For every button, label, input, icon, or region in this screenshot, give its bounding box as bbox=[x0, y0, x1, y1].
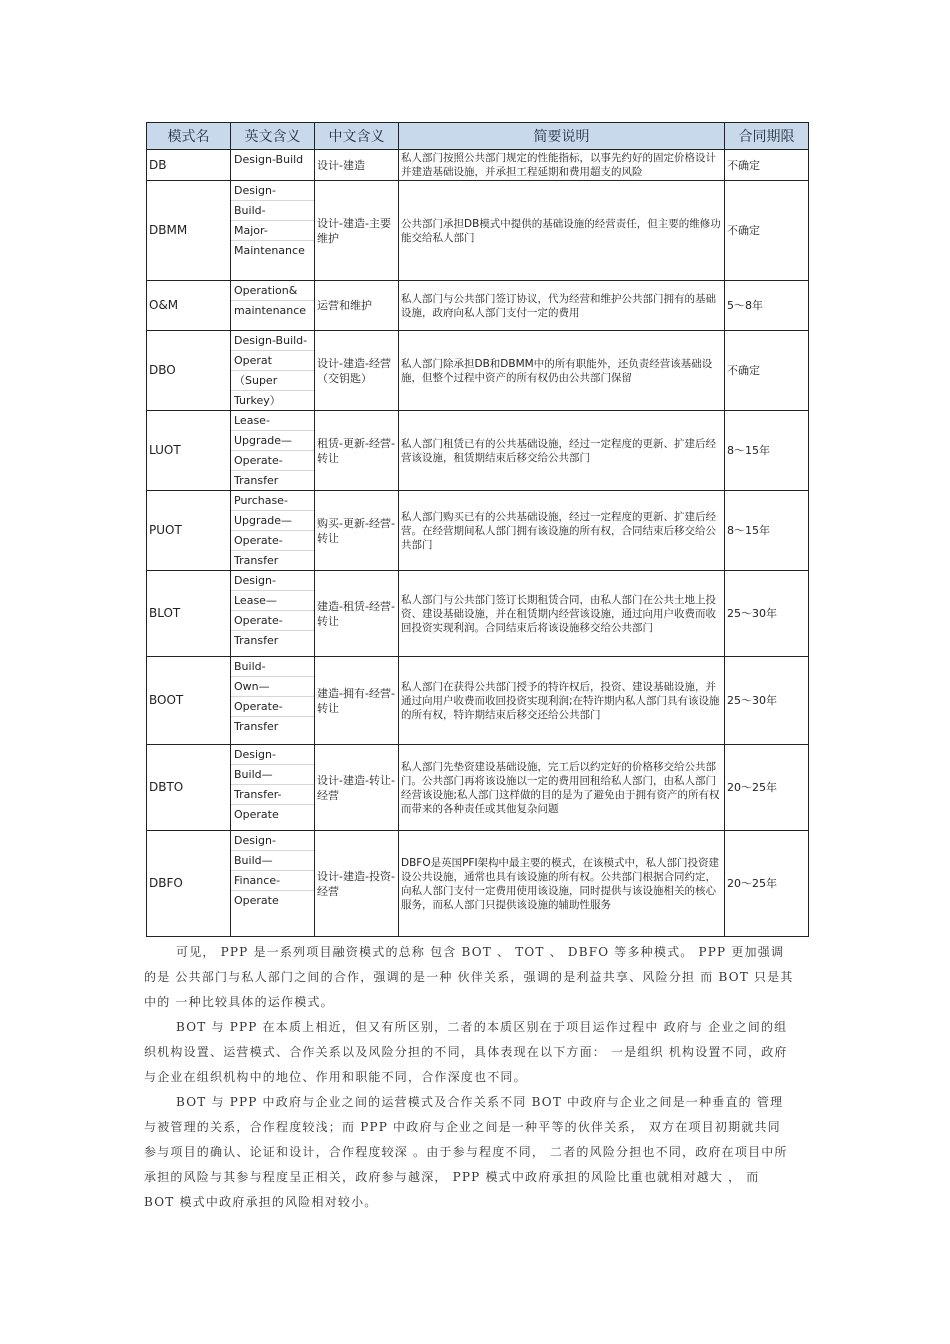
contract-term-cell: 20～25年 bbox=[725, 831, 809, 937]
mode-name-cell: BLOT bbox=[147, 571, 231, 657]
mode-name-cell: DBFO bbox=[147, 831, 231, 937]
english-meaning-line: Transfer bbox=[234, 554, 279, 567]
english-meaning-line: Purchase- bbox=[231, 491, 314, 511]
contract-term-cell: 不确定 bbox=[725, 181, 809, 281]
header-contract-term: 合同期限 bbox=[725, 123, 809, 150]
table-row bbox=[147, 745, 809, 831]
table-row bbox=[147, 331, 809, 411]
chinese-meaning-cell: 设计-建造-投资-经营 bbox=[315, 831, 399, 937]
chinese-meaning-cell: 设计-建造-主要维护 bbox=[315, 181, 399, 281]
contract-term-cell: 不确定 bbox=[725, 331, 809, 411]
chinese-meaning-cell: 运营和维护 bbox=[315, 281, 399, 331]
english-meaning-line: Transfer bbox=[234, 474, 279, 487]
english-meaning-line: Turkey） bbox=[234, 394, 281, 407]
mode-name-cell: DBTO bbox=[147, 745, 231, 831]
table-row bbox=[147, 571, 809, 657]
english-meaning-line: Lease— bbox=[231, 591, 314, 611]
english-meaning-cell bbox=[231, 571, 315, 657]
english-meaning-line: Transfer bbox=[234, 720, 279, 733]
description-cell: 私人部门购买已有的公共基础设施，经过一定程度的更新、扩建后经营。在经营期间私人部门拥有该设施的所有权，合同结束后移交给公共部门 bbox=[399, 491, 725, 571]
english-meaning-line: Build- bbox=[231, 657, 314, 677]
english-meaning-line: Design- bbox=[231, 181, 314, 201]
mode-name-cell: DB bbox=[147, 150, 231, 181]
contract-term-cell: 20～25年 bbox=[725, 745, 809, 831]
mode-name-cell: DBMM bbox=[147, 181, 231, 281]
english-meaning-line: Transfer- bbox=[231, 785, 314, 805]
contract-term-cell: 8～15年 bbox=[725, 411, 809, 491]
english-meaning-line: Operate bbox=[234, 894, 279, 907]
english-meaning-cell bbox=[231, 181, 315, 281]
mode-name-cell: O&M bbox=[147, 281, 231, 331]
english-meaning-line: Maintenance bbox=[234, 244, 305, 257]
english-meaning-line: maintenance bbox=[234, 304, 307, 317]
mode-name-cell: PUOT bbox=[147, 491, 231, 571]
english-meaning-cell bbox=[231, 491, 315, 571]
description-cell: 私人部门在获得公共部门授予的特许权后，投资、建设基础设施，并通过向用户收费而收回投资实现利润;在特许期内私人部门具有该设施的所有权，特许期结束后移交还给公共部门 bbox=[399, 657, 725, 745]
english-meaning-line: Upgrade— bbox=[231, 431, 314, 451]
english-meaning-cell bbox=[231, 745, 315, 831]
english-meaning-cell bbox=[231, 657, 315, 745]
description-cell: DBFO是英国PFI架构中最主要的模式，在该模式中，私人部门投资建设公共设施，通常也具有该设施的所有权。公共部门根据合同约定，向私人部门支付一定费用使用该设施，同时提供与该设施相关的核心服务，而私人部门只提供该设施的辅助性服务 bbox=[399, 831, 725, 937]
chinese-meaning-cell: 购买-更新-经营-转让 bbox=[315, 491, 399, 571]
body-text bbox=[144, 940, 794, 1215]
table-row bbox=[147, 657, 809, 745]
english-meaning-line: Operate- bbox=[231, 451, 314, 471]
english-meaning-line: Design- bbox=[231, 571, 314, 591]
description-cell: 私人部门除承担DB和DBMM中的所有职能外，还负责经营该基础设施，但整个过程中资产的所有权仍由公共部门保留 bbox=[399, 331, 725, 411]
contract-term-cell: 8～15年 bbox=[725, 491, 809, 571]
english-meaning-line: Finance- bbox=[231, 871, 314, 891]
english-meaning-line: Operate- bbox=[231, 531, 314, 551]
english-meaning-cell bbox=[231, 150, 315, 181]
english-meaning-cell bbox=[231, 281, 315, 331]
description-cell: 私人部门与公共部门签订长期租赁合同，由私人部门在公共土地上投资、建设基础设施，并在租赁期内经营该设施，通过向用户收费而收回投资实现利润。合同结束后将该设施移交给公共部门 bbox=[399, 571, 725, 657]
description-cell: 私人部门租赁已有的公共基础设施，经过一定程度的更新、扩建后经营该设施，租赁期结束后移交给公共部门 bbox=[399, 411, 725, 491]
table-row bbox=[147, 831, 809, 937]
chinese-meaning-cell: 设计-建造 bbox=[315, 150, 399, 181]
english-meaning-line: Design- bbox=[231, 831, 314, 851]
header-brief-description: 简要说明 bbox=[399, 123, 725, 150]
contract-term-cell: 25～30年 bbox=[725, 571, 809, 657]
english-meaning-line: Build— bbox=[231, 765, 314, 785]
english-meaning-line: （Super bbox=[231, 371, 314, 391]
mode-name-cell: DBO bbox=[147, 331, 231, 411]
contract-term-cell: 5～8年 bbox=[725, 281, 809, 331]
ppp-modes-table bbox=[146, 122, 809, 937]
header-chinese-meaning: 中文含义 bbox=[315, 123, 399, 150]
description-cell: 私人部门按照公共部门规定的性能指标，以事先约好的固定价格设计并建造基础设施，并承担工程延期和费用超支的风险 bbox=[399, 150, 725, 181]
english-meaning-line: Design-Build bbox=[234, 153, 304, 166]
english-meaning-line: Build— bbox=[231, 851, 314, 871]
english-meaning-line: Operate bbox=[234, 808, 279, 821]
english-meaning-line: Own— bbox=[231, 677, 314, 697]
table-row bbox=[147, 181, 809, 281]
english-meaning-line: Build- bbox=[231, 201, 314, 221]
chinese-meaning-cell: 建造-租赁-经营-转让 bbox=[315, 571, 399, 657]
english-meaning-cell bbox=[231, 831, 315, 937]
table-row bbox=[147, 150, 809, 181]
header-mode-name: 模式名 bbox=[147, 123, 231, 150]
english-meaning-line: Transfer bbox=[234, 634, 279, 647]
contract-term-cell: 不确定 bbox=[725, 150, 809, 181]
chinese-meaning-cell: 设计-建造-转让-经营 bbox=[315, 745, 399, 831]
paragraph: BOT 与 PPP 中政府与企业之间的运营模式及合作关系不同 BOT 中政府与企业之间是一种垂直的 管理与被管理的关系，合作程度较浅；而 PPP 中政府与企业之间是一种平等的伙伴关系， 双方在项目初期就共同参与项目的确认、论证和设计，合作程度较深 。由于参与程度不同， 二者的风险分担也不同，政府在项目中所承担的风险与其参与程度呈正相关，政府参与越深， PPP 模式中政府承担的风险比重也就相对越大 ， 而 BOT 模式中政府承担的风险相对较小。 bbox=[144, 1095, 788, 1209]
contract-term-cell: 25～30年 bbox=[725, 657, 809, 745]
chinese-meaning-cell: 建造-拥有-经营-转让 bbox=[315, 657, 399, 745]
english-meaning-cell bbox=[231, 331, 315, 411]
description-cell: 私人部门与公共部门签订协议，代为经营和维护公共部门拥有的基础设施，政府向私人部门支付一定的费用 bbox=[399, 281, 725, 331]
english-meaning-line: Upgrade— bbox=[231, 511, 314, 531]
table-row bbox=[147, 281, 809, 331]
description-cell: 公共部门承担DB模式中提供的基础设施的经营责任，但主要的维修功能交给私人部门 bbox=[399, 181, 725, 281]
english-meaning-line: Major- bbox=[231, 221, 314, 241]
header-english-meaning: 英文含义 bbox=[231, 123, 315, 150]
english-meaning-line: Operation& bbox=[231, 281, 314, 301]
mode-name-cell: LUOT bbox=[147, 411, 231, 491]
table-row bbox=[147, 411, 809, 491]
chinese-meaning-cell: 租赁-更新-经营-转让 bbox=[315, 411, 399, 491]
english-meaning-line: Lease- bbox=[231, 411, 314, 431]
paragraph: BOT 与 PPP 在本质上相近，但又有所区别，二者的本质区别在于项目运作过程中 政府与 企业之间的组织机构设置、运营模式、合作关系以及风险分担的不同，具体表现在以下方面： 一是组织 机构设置不同，政府与企业在组织机构中的地位、作用和职能不同，合作深度也不同。 bbox=[144, 1020, 788, 1084]
mode-name-cell: BOOT bbox=[147, 657, 231, 745]
english-meaning-line: Operate- bbox=[231, 697, 314, 717]
table-row bbox=[147, 491, 809, 571]
english-meaning-line: Operat bbox=[231, 351, 314, 371]
english-meaning-line: Design-Build- bbox=[231, 331, 314, 351]
english-meaning-line: Operate- bbox=[231, 611, 314, 631]
english-meaning-cell bbox=[231, 411, 315, 491]
chinese-meaning-cell: 设计-建造-经营（交钥匙） bbox=[315, 331, 399, 411]
description-cell: 私人部门先垫资建设基础设施，完工后以约定好的价格移交给公共部门。公共部门再将该设施以一定的费用回租给私人部门，由私人部门经营该设施;私人部门这样做的目的是为了避免由于拥有资产的所有权而带来的各种责任或其他复杂问题 bbox=[399, 745, 725, 831]
paragraph: 可见， PPP 是一系列项目融资模式的总称 包含 BOT 、 TOT 、 DBFO 等多种模式。 PPP 更加强调的是 公共部门与私人部门之间的合作，强调的是一种 伙伴关系，强调的是利益共享、风险分担 而 BOT 只是其中的 一种比较具体的运作模式。 bbox=[144, 945, 794, 1009]
table-header-row bbox=[147, 123, 809, 150]
english-meaning-line: Design- bbox=[231, 745, 314, 765]
